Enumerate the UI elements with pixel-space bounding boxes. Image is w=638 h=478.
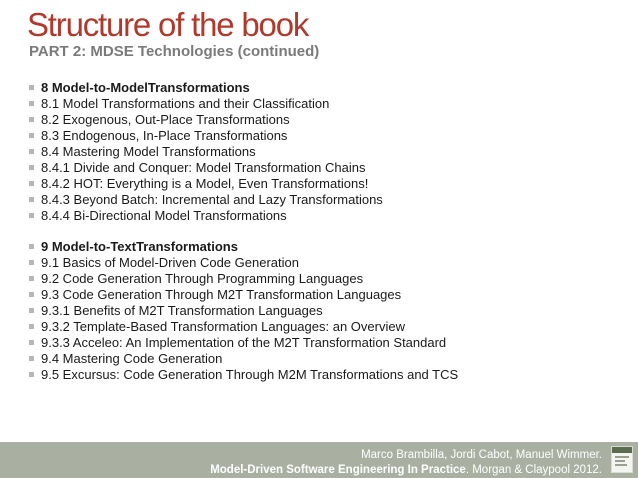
slide-subtitle: PART 2: MDSE Technologies (continued) xyxy=(29,43,320,60)
list-item xyxy=(29,112,629,128)
list-item-text: 9.2 Code Generation Through Programming Languages xyxy=(41,271,364,286)
list-item-text: 8.3 Endogenous, In-Place Transformations xyxy=(41,128,288,143)
bullet-icon xyxy=(29,340,34,345)
list-item xyxy=(29,271,629,287)
list-item xyxy=(29,176,629,192)
bullet-icon xyxy=(29,372,34,377)
list-item-chapter-8-heading xyxy=(29,80,629,96)
bullet-icon xyxy=(29,181,34,186)
list-item-text: 9.5 Excursus: Code Generation Through M2M Transformations and TCS xyxy=(41,367,459,382)
footer-book-title: Model-Driven Software Engineering In Practice xyxy=(210,464,466,476)
footer-publisher: . Morgan & Claypool 2012. xyxy=(465,464,602,476)
list-item-text: 8.2 Exogenous, Out-Place Transformations xyxy=(41,112,290,127)
bullet-icon xyxy=(29,356,34,361)
list-item xyxy=(29,255,629,271)
book-cover-icon xyxy=(611,446,633,473)
list-item xyxy=(29,303,629,319)
list-item xyxy=(29,208,629,224)
list-item-text: 9.3.2 Template-Based Transformation Languages: an Overview xyxy=(41,319,405,334)
list-item xyxy=(29,367,629,383)
list-item-text: 8.4.2 HOT: Everything is a Model, Even Transformations! xyxy=(41,176,369,191)
list-item xyxy=(29,96,629,112)
bullet-icon xyxy=(29,149,34,154)
list-item xyxy=(29,319,629,335)
chapter-list xyxy=(29,80,629,383)
list-item xyxy=(29,351,629,367)
list-item xyxy=(29,287,629,303)
bullet-icon xyxy=(29,244,34,249)
list-item-text: 9.3.3 Acceleo: An Implementation of the M2T Transformation Standard xyxy=(41,335,447,350)
list-item-text: 8.4 Mastering Model Transformations xyxy=(41,144,256,159)
list-item-text: 9 Model-to-TextTransformations xyxy=(41,239,238,254)
bullet-icon xyxy=(29,213,34,218)
slide-title: Structure of the book xyxy=(27,6,309,43)
list-item-text: 9.1 Basics of Model-Driven Code Generation xyxy=(41,255,299,270)
bullet-icon xyxy=(29,133,34,138)
footer-bar xyxy=(0,442,638,478)
list-item-text: 8.4.3 Beyond Batch: Incremental and Lazy Transformations xyxy=(41,192,383,207)
list-item xyxy=(29,128,629,144)
list-item-text: 8.1 Model Transformations and their Classification xyxy=(41,96,330,111)
bullet-icon xyxy=(29,260,34,265)
list-item-text: 9.3 Code Generation Through M2T Transformation Languages xyxy=(41,287,402,302)
bullet-icon xyxy=(29,308,34,313)
list-item-chapter-9-heading xyxy=(29,239,629,255)
bullet-icon xyxy=(29,292,34,297)
footer-citation xyxy=(210,463,602,477)
list-item-text: 9.4 Mastering Code Generation xyxy=(41,351,223,366)
list-item xyxy=(29,160,629,176)
list-item-text: 9.3.1 Benefits of M2T Transformation Languages xyxy=(41,303,323,318)
bullet-icon xyxy=(29,276,34,281)
list-item-text: 8.4.4 Bi-Directional Model Transformations xyxy=(41,208,287,223)
list-item xyxy=(29,192,629,208)
list-item-text: 8 Model-to-ModelTransformations xyxy=(41,80,250,95)
bullet-icon xyxy=(29,117,34,122)
footer-authors: Marco Brambilla, Jordi Cabot, Manuel Wimmer. xyxy=(361,449,602,461)
list-item xyxy=(29,335,629,351)
bullet-icon xyxy=(29,165,34,170)
bullet-icon xyxy=(29,85,34,90)
bullet-icon xyxy=(29,101,34,106)
list-item-text: 8.4.1 Divide and Conquer: Model Transformation Chains xyxy=(41,160,366,175)
bullet-icon xyxy=(29,197,34,202)
list-item xyxy=(29,144,629,160)
bullet-icon xyxy=(29,324,34,329)
